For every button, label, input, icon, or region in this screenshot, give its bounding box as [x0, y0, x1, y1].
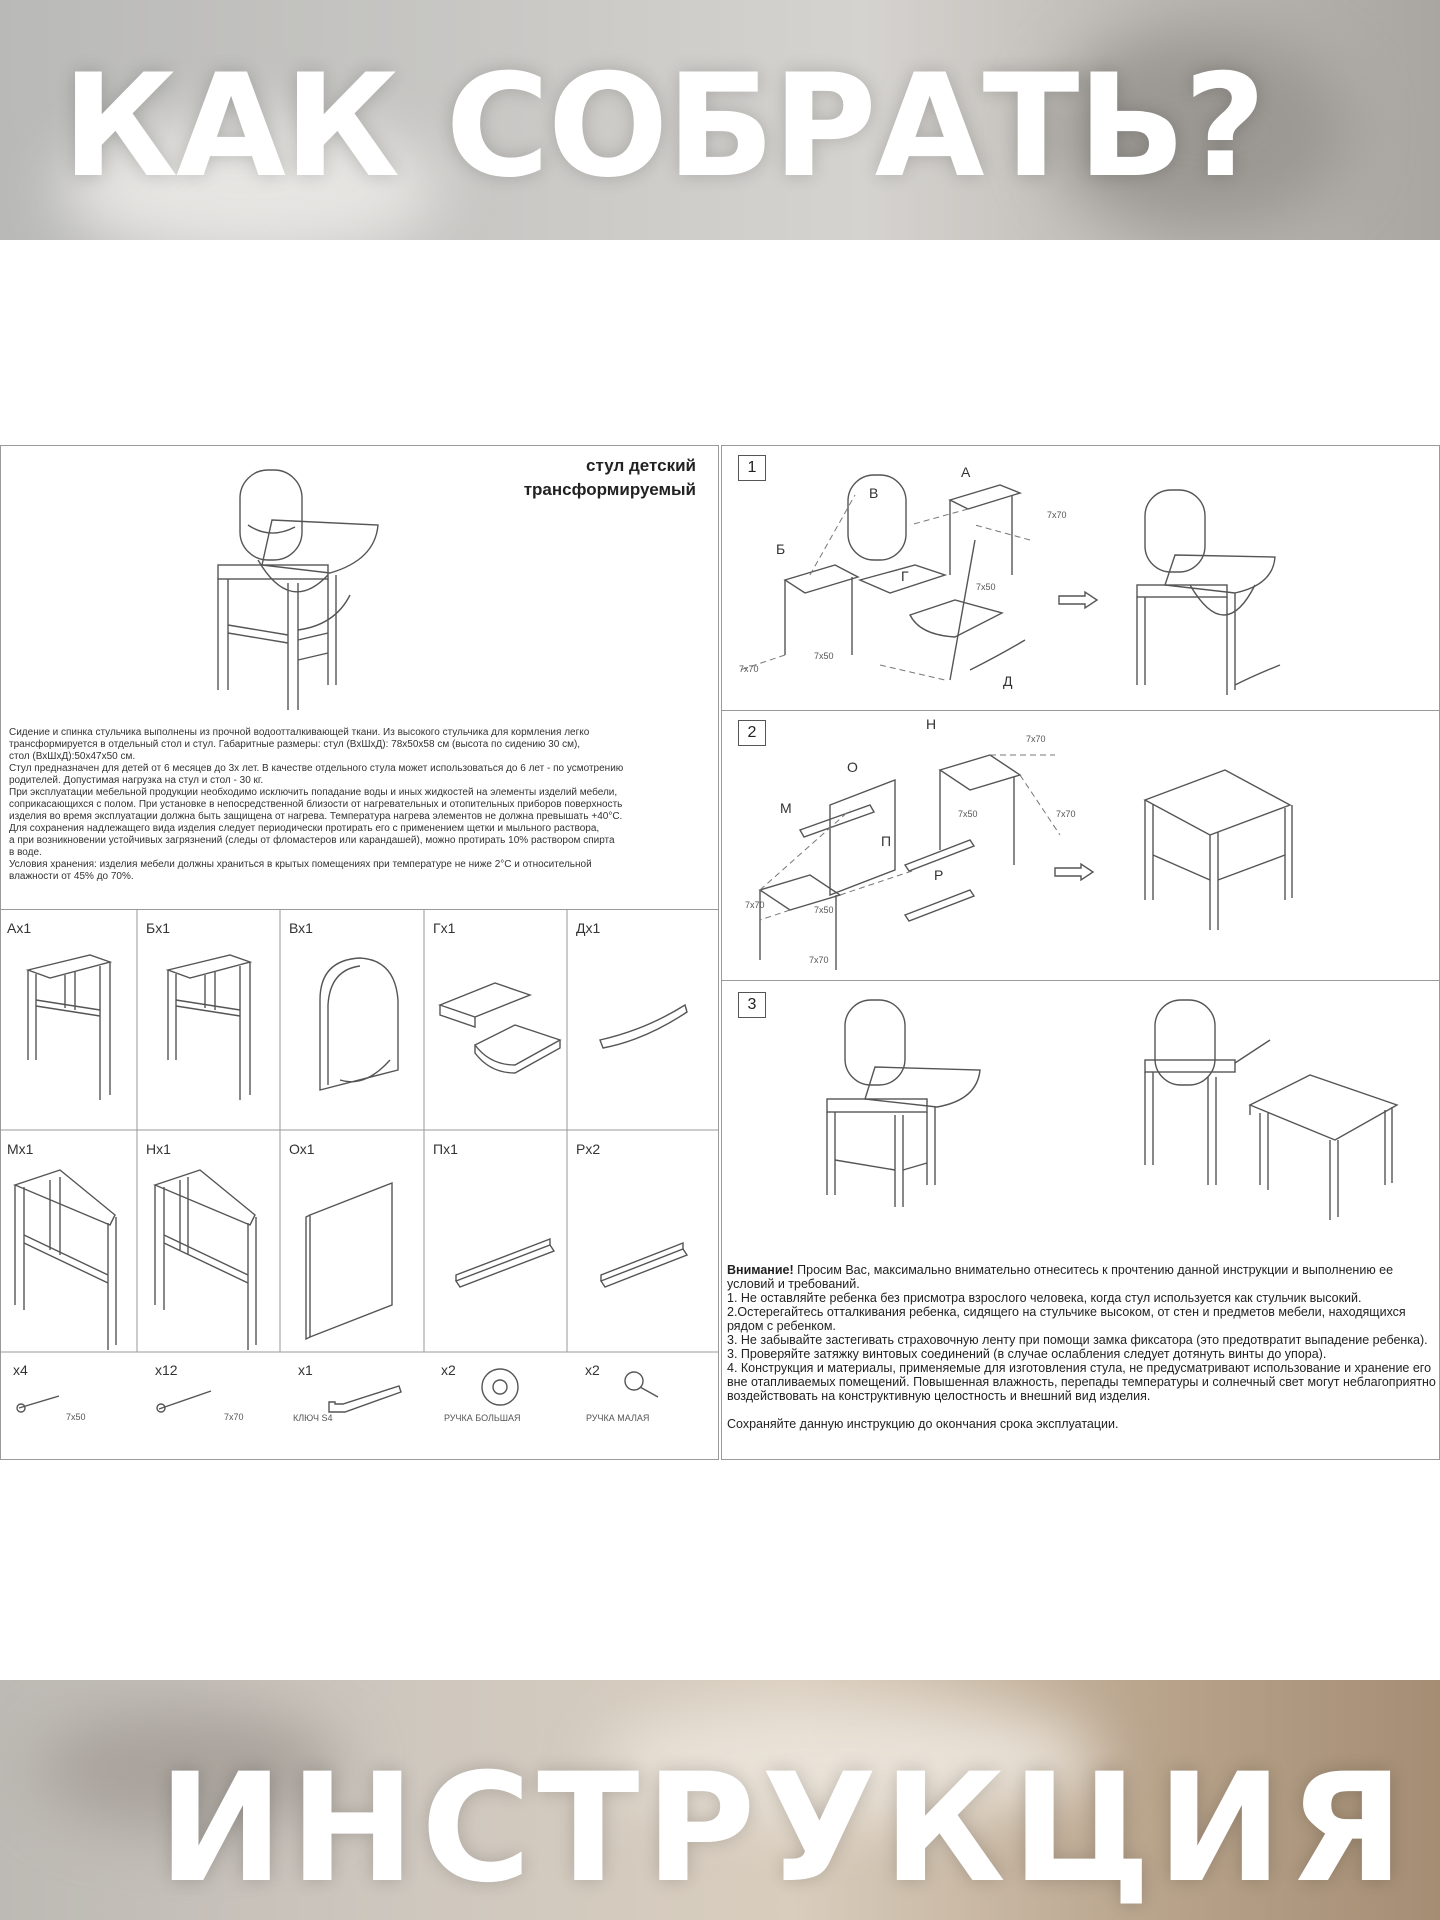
- part-g-drawing: [435, 975, 565, 1085]
- description-line: соприкасающихся с полом. При установке в непосредственной близости от нагревательных и отопительных приборов поверхность: [9, 799, 623, 810]
- part-label: М: [780, 800, 792, 816]
- part-b-drawing: [160, 950, 260, 1100]
- part-label: О: [847, 759, 858, 775]
- hardware-label: РУЧКА МАЛАЯ: [586, 1413, 650, 1423]
- arrow-right-icon: [1053, 862, 1098, 882]
- step-1-result-chair: [1115, 485, 1285, 700]
- description-line: Для сохранения надлежащего вида изделия следует периодически протирать его с применением щетки и мыльного раствора,: [9, 823, 600, 834]
- screw-label: 7х70: [1056, 809, 1076, 819]
- header-title: КАК СОБРАТЬ?: [62, 44, 1265, 209]
- hardware-qty: x2: [441, 1362, 456, 1378]
- high-chair-illustration: [200, 465, 400, 715]
- warning-item: 4. Конструкция и материалы, применяемые для изготовления стула, не предусматривают использование и хранение его вне отапливаемых помещений. Повышенная влажность, перепады температуры и солнечный свет могут неблагоприятно воздействовать на конструктивную целостность и внешний вид изделия.: [727, 1361, 1436, 1403]
- hardware-label: КЛЮЧ S4: [293, 1413, 333, 1423]
- step-1-exploded-diagram: [740, 465, 1060, 695]
- screw-label: 7х70: [745, 900, 765, 910]
- warning-intro: [727, 1263, 1437, 1291]
- part-label: Д: [1003, 673, 1013, 689]
- description-line: влажности от 45% до 70%.: [9, 871, 134, 882]
- screw-label: 7х70: [1026, 734, 1046, 744]
- warning-intro-text: Просим Вас, максимально внимательно отнеситесь к прочтению данной инструкции и выполнению ее условий и требований.: [727, 1263, 1394, 1291]
- part-n-drawing: [150, 1165, 260, 1355]
- description-line: родителей. Допустимая нагрузка на стул и стол - 30 кг.: [9, 775, 264, 786]
- screw-label: 7х50: [976, 582, 996, 592]
- warning-item: 1. Не оставляйте ребенка без присмотра взрослого человека, когда стул используется как стульчик высокий.: [727, 1291, 1362, 1305]
- product-title: [524, 454, 696, 502]
- description-line: Стул предназначен для детей от 6 месяцев до 3х лет. В качестве отдельного стула может использоваться до 6 лет - по усмотрению: [9, 763, 624, 774]
- part-label: В: [869, 485, 879, 501]
- part-r-drawing: [595, 1235, 695, 1295]
- step-2-number: 2: [738, 720, 766, 746]
- part-v-drawing: [310, 950, 410, 1100]
- step-2-result-frame: [1135, 760, 1295, 935]
- hardware-qty: x4: [13, 1362, 28, 1378]
- part-label: Б: [776, 541, 786, 557]
- large-knob-icon: [475, 1365, 525, 1410]
- description-line: При эксплуатации мебельной продукции необходимо исключить попадание воды и иных жидкостей на элементы изделий мебели,: [9, 787, 618, 798]
- header-banner: [0, 0, 1440, 240]
- step-3-high-chair: [815, 995, 995, 1210]
- part-label: А: [961, 464, 971, 480]
- screw-label: 7х70: [739, 664, 759, 674]
- description-line: Сидение и спинка стульчика выполнены из прочной водоотталкивающей ткани. Из высокого стульчика для кормления легко: [9, 727, 590, 738]
- description-line: стол (ВхШхД):50х47х50 см.: [9, 751, 136, 762]
- product-description: [9, 727, 714, 883]
- hex-key-icon: [325, 1380, 405, 1420]
- description-line: трансформируется в отдельный стол и стул. Габаритные размеры: стул (ВхШхД): 78х50х58 см (высота по сидению 30 см),: [9, 739, 581, 750]
- part-label: Ох1: [289, 1141, 315, 1157]
- part-label: Гх1: [433, 920, 456, 936]
- arrow-right-icon: [1057, 590, 1102, 610]
- hardware-label: 7х70: [224, 1412, 244, 1422]
- screw-label: 7х50: [814, 651, 834, 661]
- small-knob-icon: [618, 1367, 668, 1402]
- screw-7x70-icon: [155, 1385, 215, 1415]
- part-p-drawing: [450, 1235, 560, 1295]
- warning-item: 3. Проверяйте затяжку винтовых соединений (в случае ослабления следует дотянуть винты до упора).: [727, 1347, 1327, 1361]
- hardware-qty: x12: [155, 1362, 178, 1378]
- product-title-line1: стул детский: [586, 456, 696, 475]
- part-m-drawing: [10, 1165, 120, 1355]
- screw-label: 7х50: [958, 809, 978, 819]
- part-a-drawing: [20, 950, 120, 1100]
- hardware-label: 7х50: [66, 1412, 86, 1422]
- part-label: Г: [901, 568, 909, 584]
- warning-item: 3. Не забывайте застегивать страховочную ленту при помощи замка фиксатора (это предотвратит выпадение ребенка).: [727, 1333, 1428, 1347]
- part-o-drawing: [300, 1175, 400, 1345]
- step-1-number: 1: [738, 455, 766, 481]
- footer-title: ИНСТРУКЦИЯ: [158, 1742, 1410, 1916]
- part-label: Нх1: [146, 1141, 171, 1157]
- description-line: в воде.: [9, 847, 42, 858]
- part-label: Рх2: [576, 1141, 601, 1157]
- screw-7x50-icon: [15, 1390, 65, 1415]
- screw-label: 7х50: [814, 905, 834, 915]
- description-line: изделия во время эксплуатации должна быть защищена от нагрева. Температура нагрева элементов не должна превышать +40°С.: [9, 811, 623, 822]
- warning-footer: Сохраняйте данную инструкцию до окончания срока эксплуатации.: [727, 1417, 1119, 1431]
- step-3-chair-and-table: [1140, 995, 1400, 1220]
- warning-bold: Внимание!: [727, 1263, 794, 1277]
- screw-label: 7х70: [1047, 510, 1067, 520]
- hardware-qty: x2: [585, 1362, 600, 1378]
- instruction-sheet: [0, 445, 1440, 1460]
- hardware-label: РУЧКА БОЛЬШАЯ: [444, 1413, 521, 1423]
- part-label: Р: [934, 867, 944, 883]
- part-label: П: [881, 833, 892, 849]
- product-title-line2: трансформируемый: [523, 480, 696, 499]
- step-3-number: 3: [738, 992, 766, 1018]
- part-label: Дх1: [576, 920, 601, 936]
- warning-notice: [727, 1263, 1437, 1431]
- part-label: Мх1: [7, 1141, 34, 1157]
- part-label: Н: [926, 716, 937, 732]
- part-label: Бх1: [146, 920, 170, 936]
- step-2-exploded-diagram: [740, 720, 1070, 970]
- description-line: Условия хранения: изделия мебели должны храниться в крытых помещениях при температуре не ниже 2°С и относительной: [9, 859, 592, 870]
- part-d-drawing: [595, 1000, 695, 1060]
- warning-item: 2.Остерегайтесь отталкивания ребенка, сидящего на стульчике высоком, от стен и предметов мебели, находящихся рядом с ребенком.: [727, 1305, 1406, 1333]
- description-line: а при возникновении устойчивых загрязнений (следы от фломастеров или карандашей), можно протирать 10% раствором спирта: [9, 835, 615, 846]
- part-label: Вх1: [289, 920, 313, 936]
- part-label: Ах1: [7, 920, 32, 936]
- hardware-qty: x1: [298, 1362, 313, 1378]
- footer-banner: [0, 1680, 1440, 1920]
- screw-label: 7х70: [809, 955, 829, 965]
- part-label: Пх1: [433, 1141, 458, 1157]
